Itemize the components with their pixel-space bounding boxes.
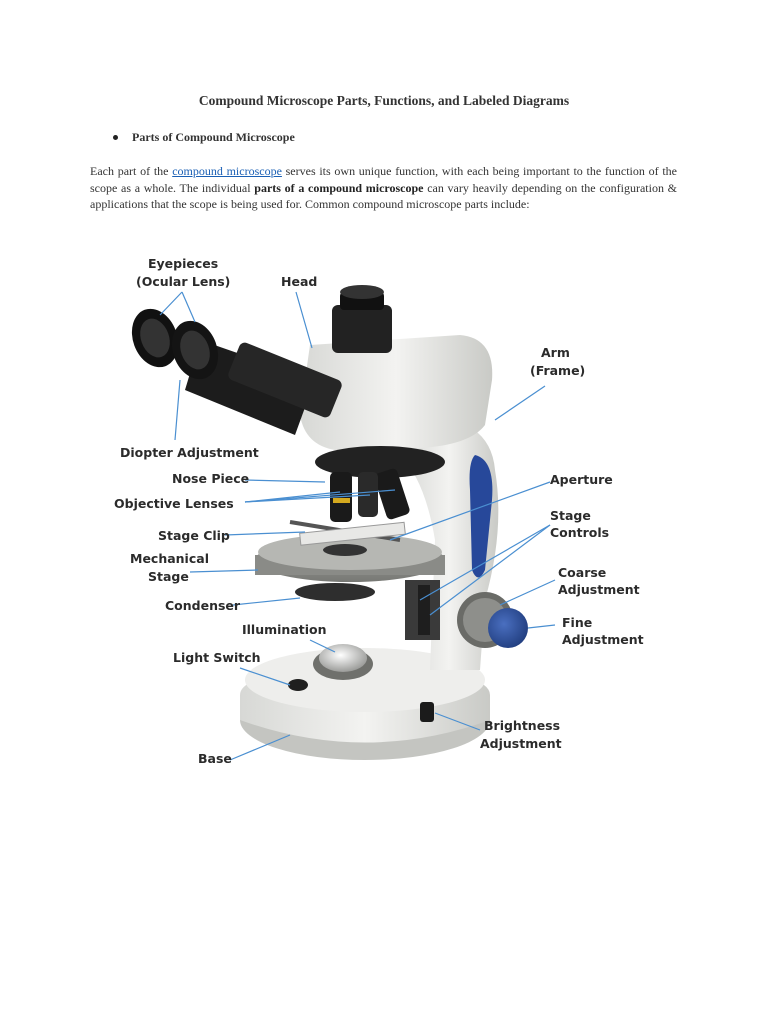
intro-paragraph bbox=[90, 163, 677, 213]
label-base: Base bbox=[198, 751, 232, 766]
paragraph-text: Each part of the bbox=[90, 164, 173, 178]
compound-microscope-link[interactable]: compound microscope bbox=[172, 164, 282, 178]
light-switch bbox=[288, 679, 308, 691]
label-light-switch: Light Switch bbox=[173, 650, 261, 665]
label-coarse-adjustment: Adjustment bbox=[558, 582, 640, 597]
label-mechanical-stage: Mechanical bbox=[130, 551, 209, 566]
label-mechanical-stage: Stage bbox=[148, 569, 189, 584]
section-heading: Parts of Compound Microscope bbox=[132, 130, 295, 144]
label-head: Head bbox=[281, 274, 318, 289]
brightness-wheel bbox=[420, 702, 434, 722]
label-aperture: Aperture bbox=[550, 472, 613, 487]
label-eyepieces: (Ocular Lens) bbox=[136, 274, 231, 289]
bold-phrase: parts of a compound microscope bbox=[254, 180, 424, 195]
bullet-item bbox=[113, 130, 295, 145]
label-illumination: Illumination bbox=[242, 622, 327, 637]
label-arm: Arm bbox=[541, 345, 570, 360]
label-stage-controls: Controls bbox=[550, 525, 610, 540]
label-diopter-adjustment: Diopter Adjustment bbox=[120, 445, 259, 460]
page-title: Compound Microscope Parts, Functions, and Labeled Diagrams bbox=[198, 93, 570, 108]
condenser bbox=[295, 583, 375, 601]
bullet-icon bbox=[113, 135, 118, 140]
label-stage-controls: Stage bbox=[550, 508, 591, 523]
microscope-head bbox=[300, 285, 492, 450]
label-arm: (Frame) bbox=[530, 363, 586, 378]
label-fine-adjustment: Fine bbox=[562, 615, 593, 630]
label-nose-piece: Nose Piece bbox=[172, 471, 250, 486]
paragraph-text: serves its own unique function, with each being important to the function of the scope as a whole. The individual bbox=[90, 164, 677, 195]
label-brightness-adjustment: Adjustment bbox=[480, 736, 562, 751]
label-stage-clip: Stage Clip bbox=[158, 528, 230, 543]
microscope-diagram bbox=[100, 240, 660, 780]
label-brightness-adjustment: Brightness bbox=[484, 718, 561, 733]
label-eyepieces: Eyepieces bbox=[148, 256, 219, 271]
paragraph-text: can vary heavily depending on the configuration & applications that the scope is being used for. Common compound microscope parts include: bbox=[90, 180, 677, 211]
label-coarse-adjustment: Coarse bbox=[558, 565, 607, 580]
label-fine-adjustment: Adjustment bbox=[562, 632, 644, 647]
label-objective-lenses: Objective Lenses bbox=[114, 496, 234, 511]
label-condenser: Condenser bbox=[165, 598, 241, 613]
